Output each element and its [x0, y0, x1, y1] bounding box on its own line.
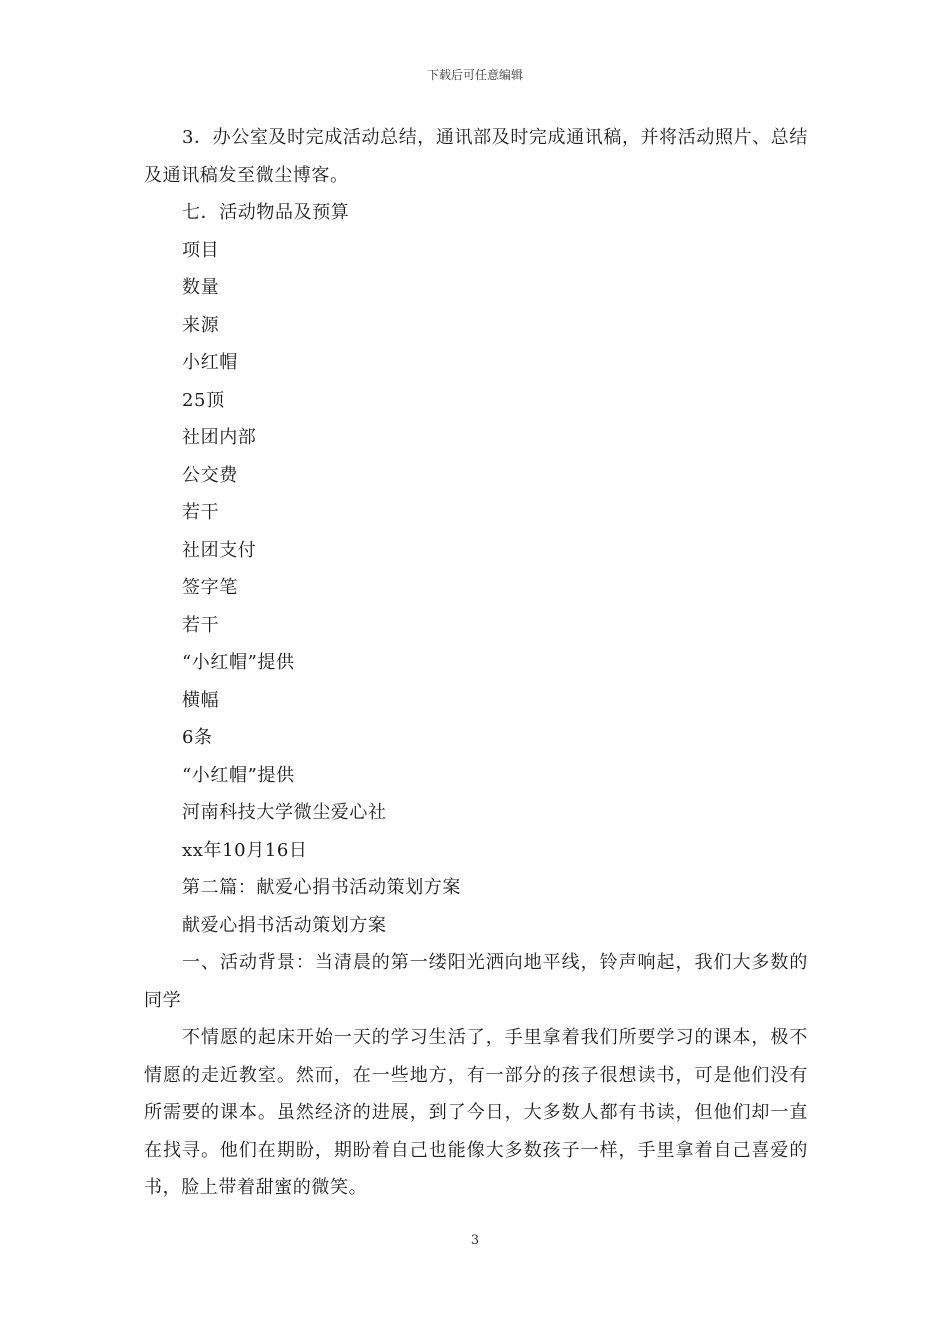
table-cell: “小红帽”提供 — [182, 652, 295, 673]
part-two-heading: 第二篇：献爱心捐书活动策划方案 — [182, 877, 461, 898]
table-cell: 若干 — [182, 502, 220, 523]
table-cell: 来源 — [182, 314, 220, 336]
table-cell: 横幅 — [182, 689, 220, 711]
story-paragraph: 不情愿的起床开始一天的学习生活了，手里拿着我们所要学习的课本，极不情愿的走近教室。然而，在一些地方，有一部分的孩子很想读书，可是他们没有所需要的课本。虽然经济的进展，到了今日，大多数人都有书读，但他们却一直在找寻。他们在期盼，期盼着自己也能像大多数孩子一样，手里拿着自己喜爱的书，脸上带着甜蜜的微笑。 — [144, 1027, 808, 1198]
summary-paragraph: 3．办公室及时完成活动总结，通讯部及时完成通讯稿，并将活动照片、总结及通讯稿发至微尘博客。 — [144, 127, 808, 186]
table-cell: 25顶 — [182, 389, 225, 411]
page-header: 下载后可任意编辑 — [426, 68, 523, 82]
table-cell: 社团内部 — [182, 427, 257, 448]
table-cell: 社团支付 — [182, 539, 257, 561]
table-cell: 6条 — [182, 727, 213, 748]
table-cell: 数量 — [182, 277, 220, 298]
table-cell: 签字笔 — [182, 577, 238, 598]
part-two-title: 献爱心捐书活动策划方案 — [182, 914, 387, 936]
table-cell: “小红帽”提供 — [182, 764, 295, 786]
table-cell: 小红帽 — [182, 352, 238, 373]
background-paragraph: 一、活动背景：当清晨的第一缕阳光洒向地平线，铃声响起，我们大多数的同学 — [144, 952, 808, 1011]
section-heading-budget: 七．活动物品及预算 — [182, 202, 350, 223]
organization-signature: 河南科技大学微尘爱心社 — [182, 802, 387, 823]
table-cell: 项目 — [182, 239, 220, 261]
page-number: 3 — [470, 1233, 480, 1248]
table-cell: 公交费 — [182, 464, 238, 486]
document-body — [144, 119, 808, 1207]
signature-date: xx年10月16日 — [182, 839, 308, 861]
table-cell: 若干 — [182, 614, 220, 636]
